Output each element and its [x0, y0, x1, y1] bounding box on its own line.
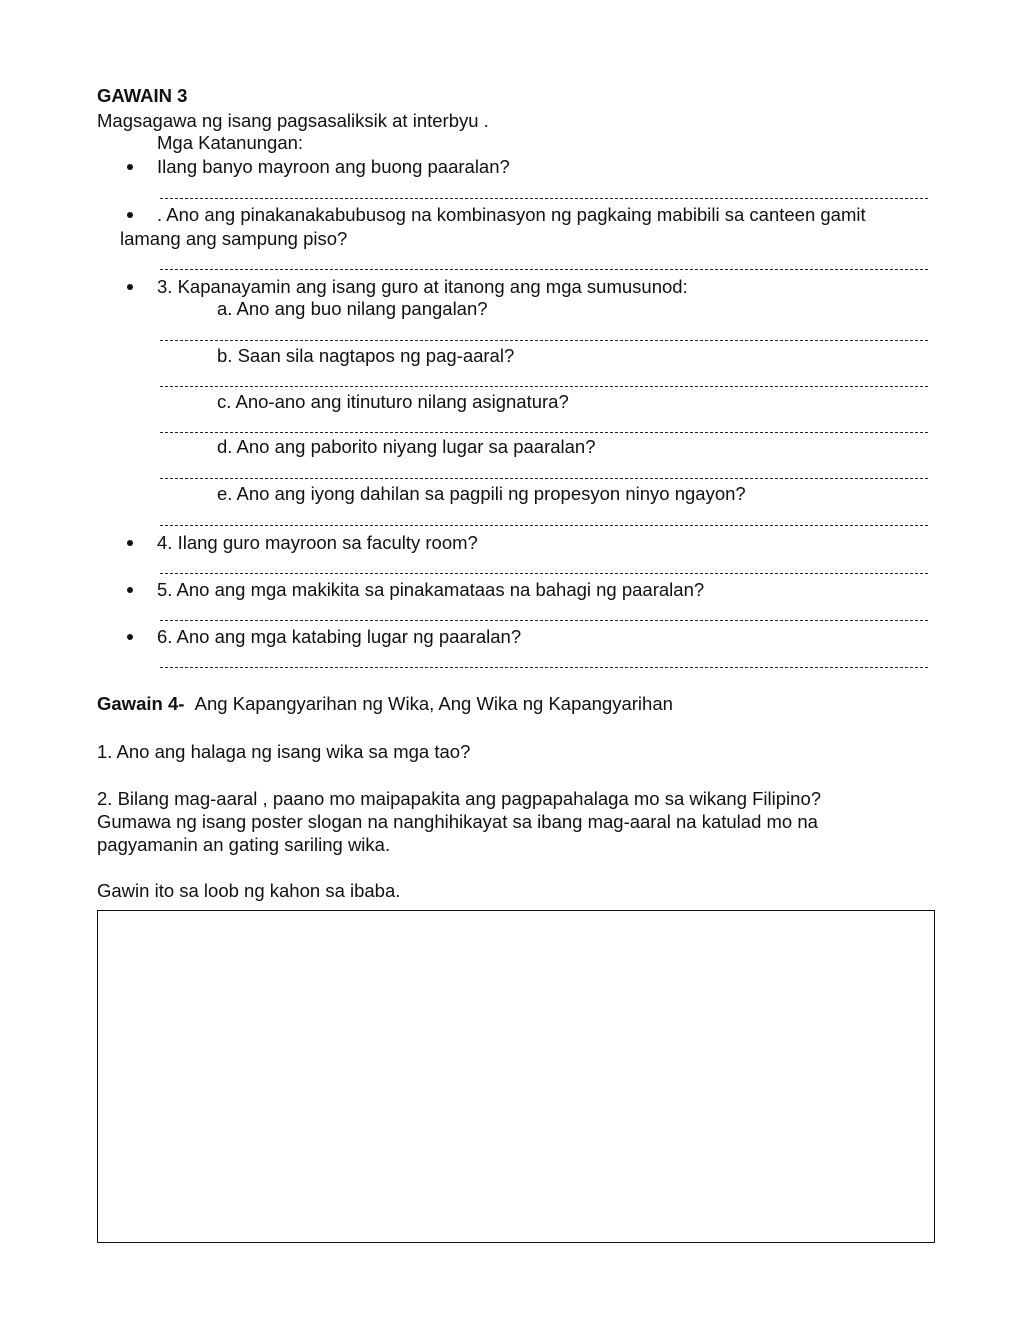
- bullet-icon: [127, 212, 133, 218]
- answer-line-4[interactable]: [160, 573, 928, 574]
- gawain4-label: Gawain 4-: [97, 693, 185, 714]
- answer-line-3e[interactable]: [160, 525, 928, 526]
- gawain4-item-2-line1: 2. Bilang mag-aaral , paano mo maipapakita ang pagpapahalaga mo sa wikang Filipino?: [97, 788, 822, 809]
- question-6: 6. Ano ang mga katabing lugar ng paaralan?: [157, 626, 522, 647]
- question-3c: c. Ano-ano ang itinuturo nilang asignatura?: [217, 391, 569, 412]
- gawain3-intro: Magsagawa ng isang pagsasaliksik at interbyu .: [97, 110, 489, 131]
- answer-line-1[interactable]: [160, 198, 928, 199]
- question-3d: d. Ano ang paborito niyang lugar sa paaralan?: [217, 436, 596, 457]
- question-5: 5. Ano ang mga makikita sa pinakamataas na bahagi ng paaralan?: [157, 579, 705, 600]
- question-4: 4. Ilang guro mayroon sa faculty room?: [157, 532, 478, 553]
- gawain4-item-2-line3: pagyamanin an gating sariling wika.: [97, 834, 391, 855]
- question-3b: b. Saan sila nagtapos ng pag-aaral?: [217, 345, 515, 366]
- katanungan-label: Mga Katanungan:: [157, 132, 304, 153]
- question-1: Ilang banyo mayroon ang buong paaralan?: [157, 156, 510, 177]
- gawain4-heading: [97, 693, 673, 715]
- bullet-icon: [127, 540, 133, 546]
- question-3e: e. Ano ang iyong dahilan sa pagpili ng propesyon ninyo ngayon?: [217, 483, 746, 504]
- gawain3-title: GAWAIN 3: [97, 85, 188, 106]
- question-2-line2: lamang ang sampung piso?: [120, 228, 348, 249]
- bullet-icon: [127, 587, 133, 593]
- question-3a: a. Ano ang buo nilang pangalan?: [217, 298, 488, 319]
- answer-line-3c[interactable]: [160, 432, 928, 433]
- answer-line-3d[interactable]: [160, 478, 928, 479]
- bullet-icon: [127, 284, 133, 290]
- gawain4-item-1: 1. Ano ang halaga ng isang wika sa mga tao?: [97, 741, 471, 762]
- answer-line-3b[interactable]: [160, 386, 928, 387]
- gawain4-title: Ang Kapangyarihan ng Wika, Ang Wika ng Kapangyarihan: [194, 693, 673, 714]
- answer-line-5[interactable]: [160, 620, 928, 621]
- answer-box[interactable]: [97, 910, 935, 1243]
- gawain4-item-2-line2: Gumawa ng isang poster slogan na nanghihikayat sa ibang mag-aaral na katulad mo na: [97, 811, 818, 832]
- question-3: 3. Kapanayamin ang isang guro at itanong ang mga sumusunod:: [157, 276, 688, 297]
- bullet-icon: [127, 164, 133, 170]
- bullet-icon: [127, 634, 133, 640]
- answer-line-2[interactable]: [160, 269, 928, 270]
- gawain4-instruction: Gawin ito sa loob ng kahon sa ibaba.: [97, 880, 401, 901]
- answer-line-3a[interactable]: [160, 340, 928, 341]
- question-2-line1: . Ano ang pinakanakabubusog na kombinasyon ng pagkaing mabibili sa canteen gamit: [157, 204, 866, 225]
- answer-line-6[interactable]: [160, 667, 928, 668]
